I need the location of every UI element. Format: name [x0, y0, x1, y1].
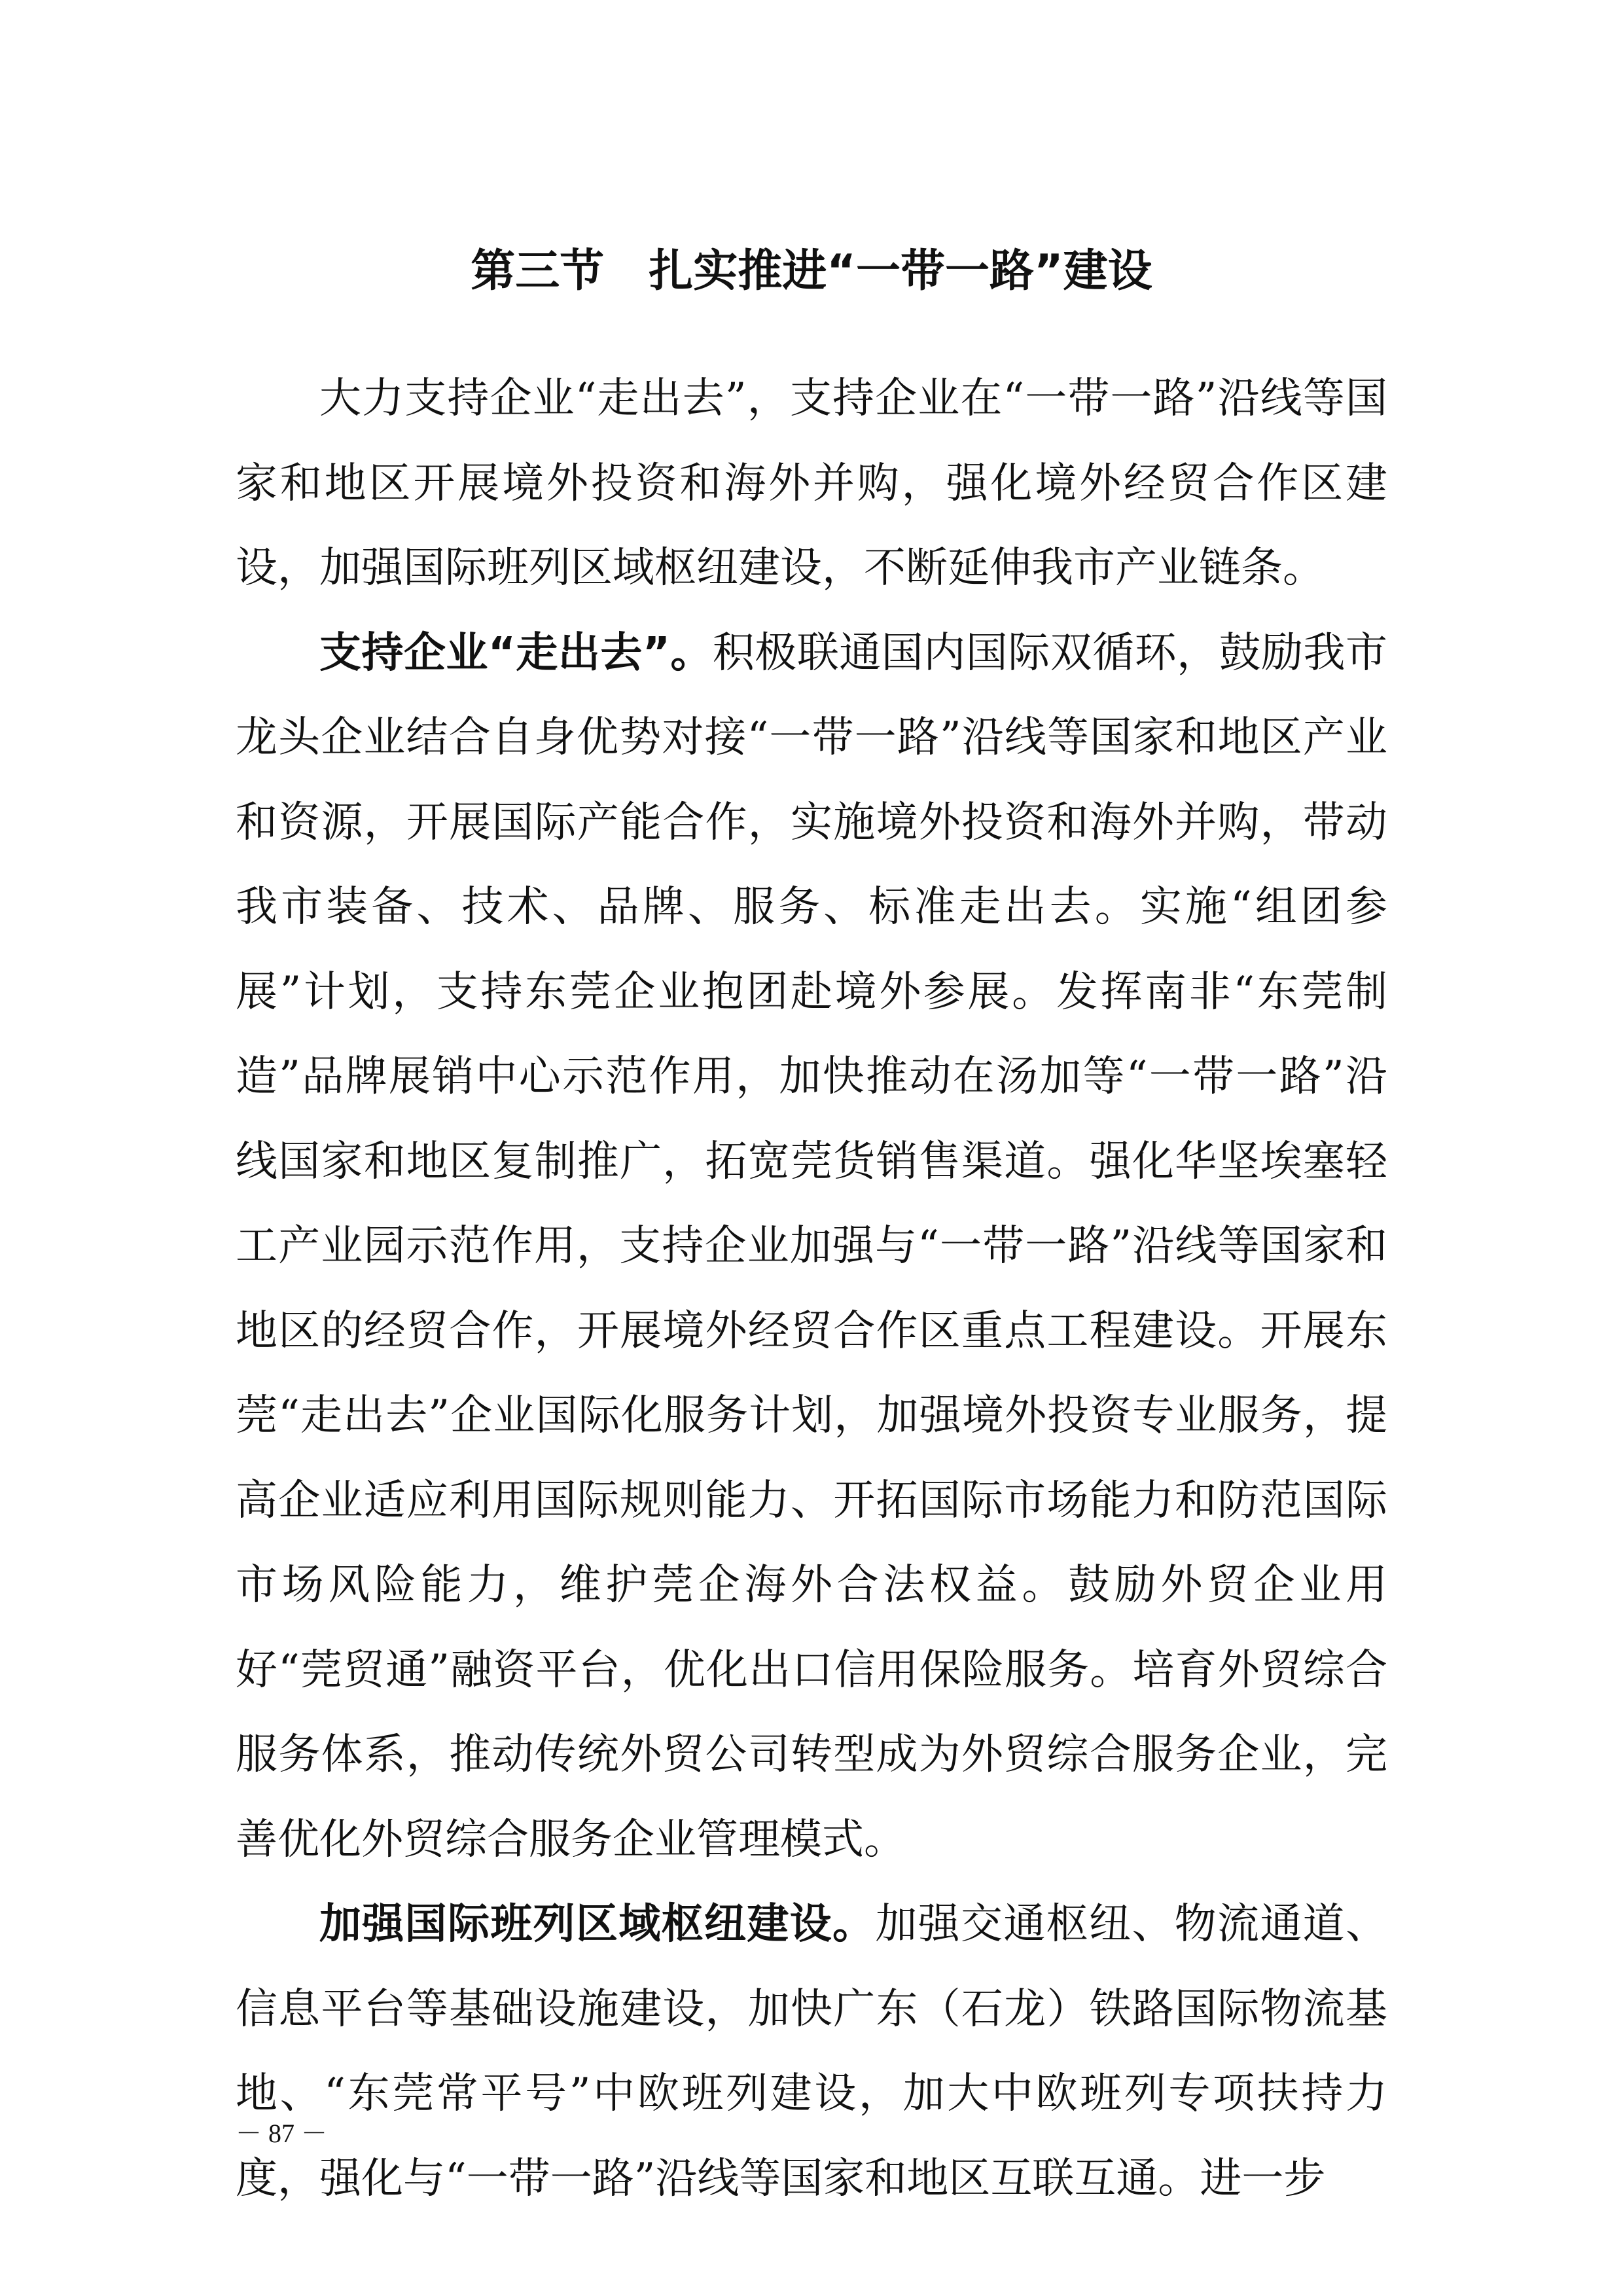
- page-number: － 87 －: [236, 2119, 327, 2148]
- paragraph-intro: [236, 357, 1387, 611]
- paragraph-rail-hub: [236, 1882, 1387, 2221]
- paragraph-going-global-heading: 支持企业“走出去”。: [319, 628, 713, 677]
- paragraph-rail-hub-heading: 加强国际班列区域枢纽建设。: [319, 1900, 876, 1948]
- paragraph-going-global: [236, 611, 1387, 1883]
- body-text: [236, 357, 1387, 2221]
- paragraph-rail-hub-text: 加强交通枢纽、物流通道、信息平台等基础设施建设，加快广东（石龙）铁路国际物流基地、“东莞常平号”中欧班列建设，加大中欧班列专项扶持力度，强化与“一带一路”沿线等国家和地区互联互通。进一步: [236, 1900, 1388, 2203]
- section-title: 第三节 扎实推进“一带一路”建设: [471, 245, 1152, 297]
- paragraph-going-global-text: 积极联通国内国际双循环，鼓励我市龙头企业结合自身优势对接“一带一路”沿线等国家和地区产业和资源，开展国际产能合作，实施境外投资和海外并购，带动我市装备、技术、品牌、服务、标准走出去。实施“组团参展”计划，支持东莞企业抱团赴境外参展。发挥南非“东莞制造”品牌展销中心示范作用，加快推动在汤加等“一带一路”沿线国家和地区复制推广，拓宽莞货销售渠道。强化华坚埃塞轻工产业园示范作用，支持企业加强与“一带一路”沿线等国家和地区的经贸合作，开展境外经贸合作区重点工程建设。开展东莞“走出去”企业国际化服务计划，加强境外投资专业服务，提高企业适应利用国际规则能力、开拓国际市场能力和防范国际市场风险能力，维护莞企海外合法权益。鼓励外贸企业用好“莞贸通”融资平台，优化出口信用保险服务。培育外贸综合服务体系，推动传统外贸公司转型成为外贸综合服务企业，完善优化外贸综合服务企业管理模式。: [236, 628, 1387, 1864]
- paragraph-intro-text: 大力支持企业“走出去”，支持企业在“一带一路”沿线等国家和地区开展境外投资和海外并购，强化境外经贸合作区建设，加强国际班列区域枢纽建设，不断延伸我市产业链条。: [236, 374, 1387, 592]
